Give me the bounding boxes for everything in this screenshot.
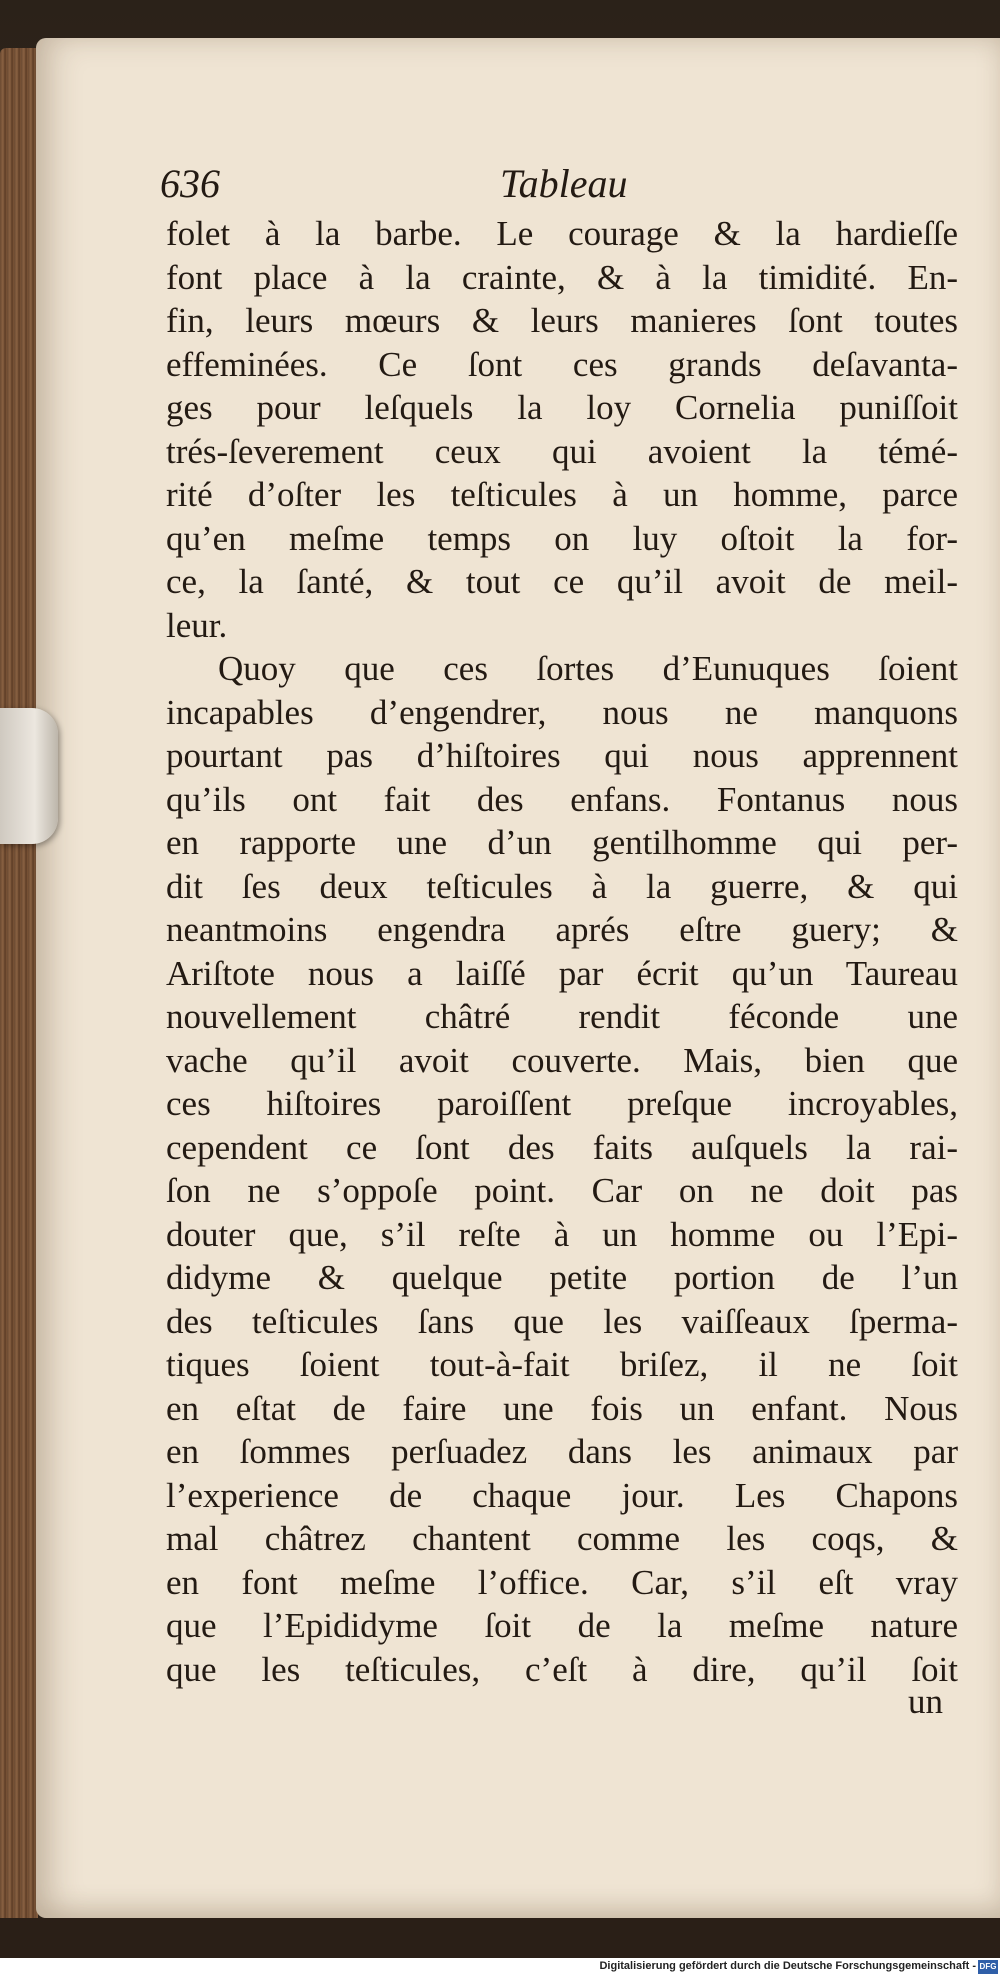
text-line: en ſommes perſuadez dans les animaux par bbox=[166, 1432, 958, 1471]
running-title: Tableau bbox=[500, 161, 628, 206]
text-line: folet à la barbe. Le courage & la hardieſſe bbox=[166, 214, 958, 253]
text-line: en rapporte une d’un gentilhomme qui per- bbox=[166, 823, 958, 862]
body-text bbox=[166, 212, 958, 1691]
text-line: fin, leurs mœurs & leurs manieres ſont toutes bbox=[166, 301, 958, 340]
text-line: ces hiſtoires paroiſſent preſque incroyables, bbox=[166, 1084, 958, 1123]
text-line: qu’en meſme temps on luy oſtoit la for- bbox=[166, 518, 958, 558]
text-line: que les teſticules, c’eſt à dire, qu’il ſoit bbox=[166, 1649, 958, 1689]
text-line: nouvellement châtré rendit féconde une bbox=[166, 997, 958, 1036]
digitization-footer bbox=[0, 1958, 1000, 1978]
text-line: effeminées. Ce ſont ces grands deſavanta- bbox=[166, 344, 958, 384]
funding-credit: Digitalisierung gefördert durch die Deutsche Forschungsgemeinschaft - bbox=[599, 1960, 976, 1972]
text-line: leur. bbox=[166, 605, 228, 645]
running-head bbox=[160, 160, 660, 212]
text-line: que l’Epididyme ſoit de la meſme nature bbox=[166, 1606, 958, 1645]
text-line: cependent ce ſont des faits auſquels la rai- bbox=[166, 1127, 958, 1167]
text-line: tiques ſoient tout-à-fait briſez, il ne ſoit bbox=[166, 1345, 958, 1384]
text-line: ges pour leſquels la loy Cornelia puniſſoit bbox=[166, 388, 958, 427]
scan-background bbox=[0, 1918, 1000, 1958]
text-line: vache qu’il avoit couverte. Mais, bien que bbox=[166, 1040, 958, 1080]
text-line: l’experience de chaque jour. Les Chapons bbox=[166, 1475, 958, 1515]
text-line: Quoy que ces ſortes d’Eunuques ſoient bbox=[218, 649, 958, 688]
catchword: un bbox=[908, 1682, 943, 1721]
text-line: dit ſes deux teſticules à la guerre, & qui bbox=[166, 866, 958, 906]
text-line: qu’ils ont fait des enfans. Fontanus nous bbox=[166, 779, 958, 819]
text-line: ce, la ſanté, & tout ce qu’il avoit de meil- bbox=[166, 562, 958, 601]
text-line: didyme & quelque petite portion de l’un bbox=[166, 1258, 958, 1297]
text-line: des teſticules ſans que les vaiſſeaux ſperma- bbox=[166, 1301, 958, 1341]
dfg-logo: DFG bbox=[978, 1960, 998, 1974]
text-line: incapables d’engendrer, nous ne manquons bbox=[166, 692, 958, 732]
page-number: 636 bbox=[160, 161, 220, 206]
text-line: mal châtrez chantent comme les coqs, & bbox=[166, 1519, 958, 1558]
text-line: font place à la crainte, & à la timidité. En- bbox=[166, 257, 958, 297]
text-line: neantmoins engendra aprés eſtre guery; & bbox=[166, 910, 958, 949]
text-line: en font meſme l’office. Car, s’il eſt vray bbox=[166, 1562, 958, 1602]
text-line: douter que, s’il reſte à un homme ou l’Epi- bbox=[166, 1214, 958, 1254]
text-line: trés-ſeverement ceux qui avoient la témé- bbox=[166, 431, 958, 471]
text-line: pourtant pas d’hiſtoires qui nous apprennent bbox=[166, 736, 958, 775]
page-clip bbox=[0, 708, 58, 844]
book-fore-edge bbox=[0, 48, 38, 1928]
text-line: ſon ne s’oppoſe point. Car on ne doit pas bbox=[166, 1171, 958, 1210]
text-line: rité d’oſter les teſticules à un homme, parce bbox=[166, 475, 958, 514]
text-line: en eſtat de faire une fois un enfant. Nous bbox=[166, 1388, 958, 1428]
text-line: Ariſtote nous a laiſſé par écrit qu’un Taureau bbox=[166, 953, 958, 993]
